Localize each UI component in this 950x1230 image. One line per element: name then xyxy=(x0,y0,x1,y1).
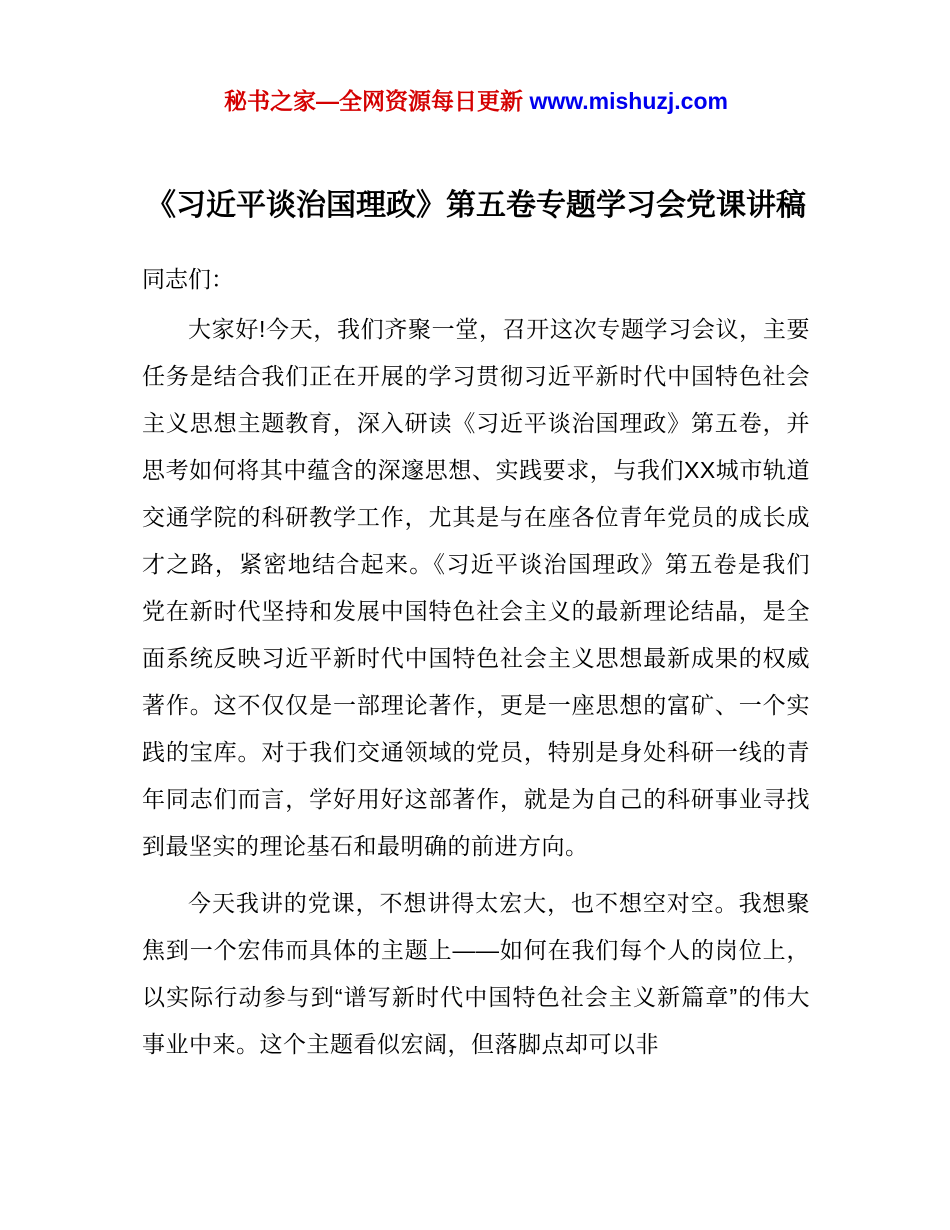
paragraph-1: 大家好!今天，我们齐聚一堂，召开这次专题学习会议，主要任务是结合我们正在开展的学习贯彻习近平新时代中国特色社会主义思想主题教育，深入研读《习近平谈治国理政》第五卷，并思考如何将其中蕴含的深邃思想、实践要求，与我们XX城市轨道交通学院的科研教学工作，尤其是与在座各位青年党员的成长成才之路，紧密地结合起来。《习近平谈治国理政》第五卷是我们党在新时代坚持和发展中国特色社会主义的最新理论结晶，是全面系统反映习近平新时代中国特色社会主义思想最新成果的权威著作。这不仅仅是一部理论著作，更是一座思想的富矿、一个实践的宝库。对于我们交通领域的党员，特别是身处科研一线的青年同志们而言，学好用好这部著作，就是为自己的科研事业寻找到最坚实的理论基石和最明确的前进方向。 xyxy=(142,316,810,859)
salutation: 同志们： xyxy=(142,266,234,292)
paragraph-2: 今天我讲的党课，不想讲得太宏大，也不想空对空。我想聚焦到一个宏伟而具体的主题上——如何在我们每个人的岗位上，以实际行动参与到“谱写新时代中国特色社会主义新篇章”的伟大事业中来。这个主题看似宏阔，但落脚点却可以非 xyxy=(142,890,810,1057)
site-header xyxy=(142,86,810,116)
site-url-link[interactable]: www.mishuzj.com xyxy=(529,88,728,114)
site-name: 秘书之家 xyxy=(224,88,317,114)
site-tagline: —全网资源每日更新 xyxy=(316,88,530,114)
document-title: 《习近平谈治国理政》第五卷专题学习会党课讲稿 xyxy=(146,189,806,222)
